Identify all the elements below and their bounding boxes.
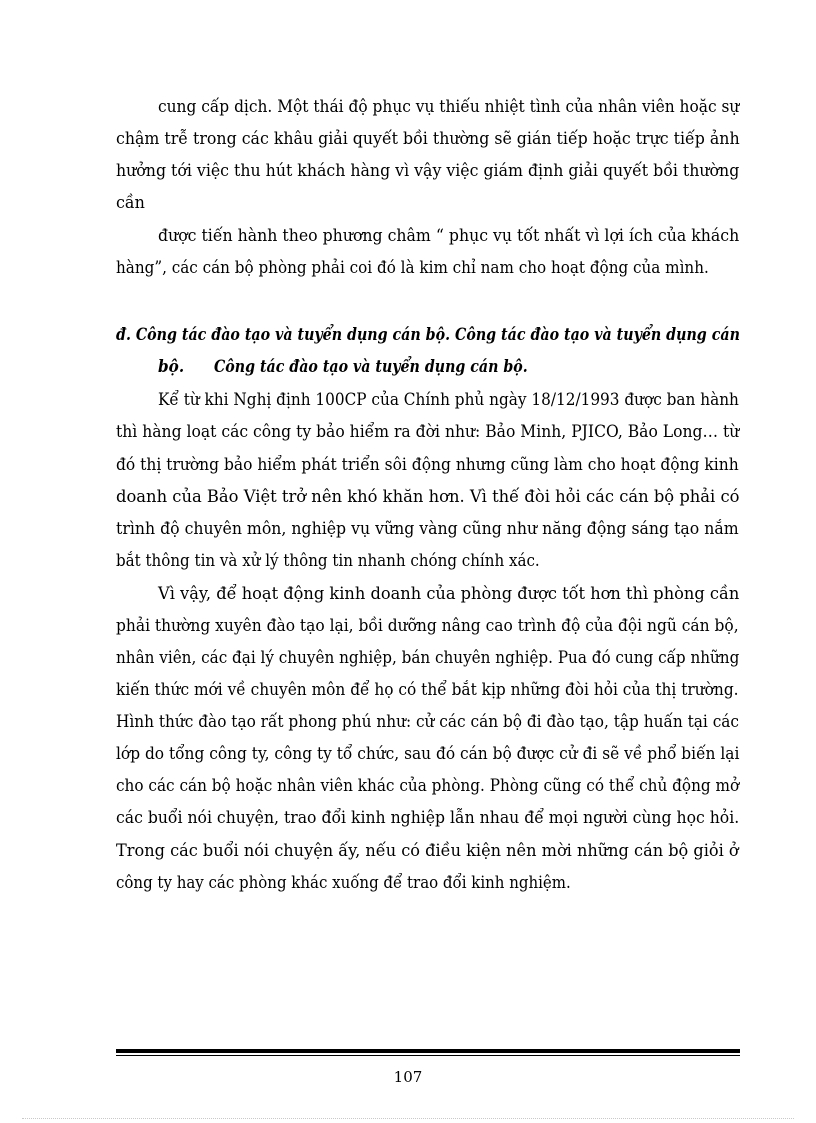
paragraph-4-line-7: cho các cán bộ hoặc nhân viên khác của phòng. Phòng cũng có thể chủ động mở — [116, 776, 740, 796]
paragraph-4-line-3: nhân viên, các đại lý chuyên nghiệp, bán chuyên nghiệp. Pua đó cung cấp những — [116, 648, 740, 668]
paragraph-3-line-5: trình độ chuyên môn, nghiệp vụ vững vàng cũng như năng động sáng tạo nắm — [116, 519, 739, 539]
paragraph-1-line-1: cung cấp dịch. Một thái độ phục vụ thiếu nhiệt tình của nhân viên hoặc sự — [158, 97, 740, 117]
paragraph-4-line-2: phải thường xuyên đào tạo lại, bồi dưỡng nâng cao trình độ của đội ngũ cán bộ, — [116, 616, 739, 636]
paragraph-3-line-2: thì hàng loạt các công ty bảo hiểm ra đời như: Bảo Minh, PJICO, Bảo Long… từ — [116, 422, 740, 442]
paragraph-4-line-6: lớp do tổng công ty, công ty tổ chức, sau đó cán bộ được cử đi sẽ về phổ biến lại — [116, 744, 740, 764]
footer-rule-thin — [116, 1055, 740, 1056]
paragraph-4-line-5: Hình thức đào tạo rất phong phú như: cử các cán bộ đi đào tạo, tập huấn tại các — [116, 712, 739, 732]
section-heading-line-2-part-1: bộ. — [158, 357, 185, 377]
paragraph-4-line-8: các buổi nói chuyện, trao đổi kinh nghiệp lẫn nhau để mọi người cùng học hỏi. — [116, 808, 740, 828]
section-heading-line-1: đ. Công tác đào tạo và tuyển dụng cán bộ. Công tác đào tạo và tuyển dụng cán — [116, 325, 740, 345]
paragraph-4-line-4: kiến thức mới về chuyên môn để họ có thể bắt kịp những đòi hỏi của thị trường. — [116, 680, 739, 700]
paragraph-1-line-3: hưởng tới việc thu hút khách hàng vì vậy việc giám định giải quyết bồi thường — [116, 161, 740, 181]
page-number: 107 — [393, 1068, 423, 1086]
footer-rule-thick — [116, 1049, 740, 1053]
paragraph-3-line-1: Kể từ khi Nghị định 100CP của Chính phủ ngày 18/12/1993 được ban hành — [158, 390, 739, 410]
paragraph-3-line-4: doanh của Bảo Việt trở nên khó khăn hơn. Vì thế đòi hỏi các cán bộ phải có — [116, 487, 740, 507]
paragraph-4-line-9: Trong các buổi nói chuyện ấy, nếu có điều kiện nên mời những cán bộ giỏi ở — [116, 841, 739, 861]
section-heading-line-2-part-2: Công tác đào tạo và tuyển dụng cán bộ. — [214, 357, 528, 377]
paragraph-3-line-3: đó thị trường bảo hiểm phát triển sôi động nhưng cũng làm cho hoạt động kinh — [116, 455, 739, 475]
paragraph-1-line-2: chậm trễ trong các khâu giải quyết bồi thường sẽ gián tiếp hoặc trực tiếp ảnh — [116, 129, 740, 149]
paragraph-3-line-6: bắt thông tin và xử lý thông tin nhanh chóng chính xác. — [116, 551, 540, 571]
paragraph-2-line-2: hàng”, các cán bộ phòng phải coi đó là kim chỉ nam cho hoạt động của mình. — [116, 258, 709, 278]
paragraph-2-line-1: được tiến hành theo phương châm “ phục vụ tốt nhất vì lợi ích của khách — [158, 226, 740, 246]
page-bottom-dotted-edge — [22, 1118, 794, 1119]
paragraph-1-line-4: cần — [116, 193, 145, 213]
paragraph-4-line-10: công ty hay các phòng khác xuống để trao đổi kinh nghiệm. — [116, 873, 571, 893]
paragraph-4-line-1: Vì vậy, để hoạt động kinh doanh của phòng được tốt hơn thì phòng cần — [158, 584, 740, 604]
